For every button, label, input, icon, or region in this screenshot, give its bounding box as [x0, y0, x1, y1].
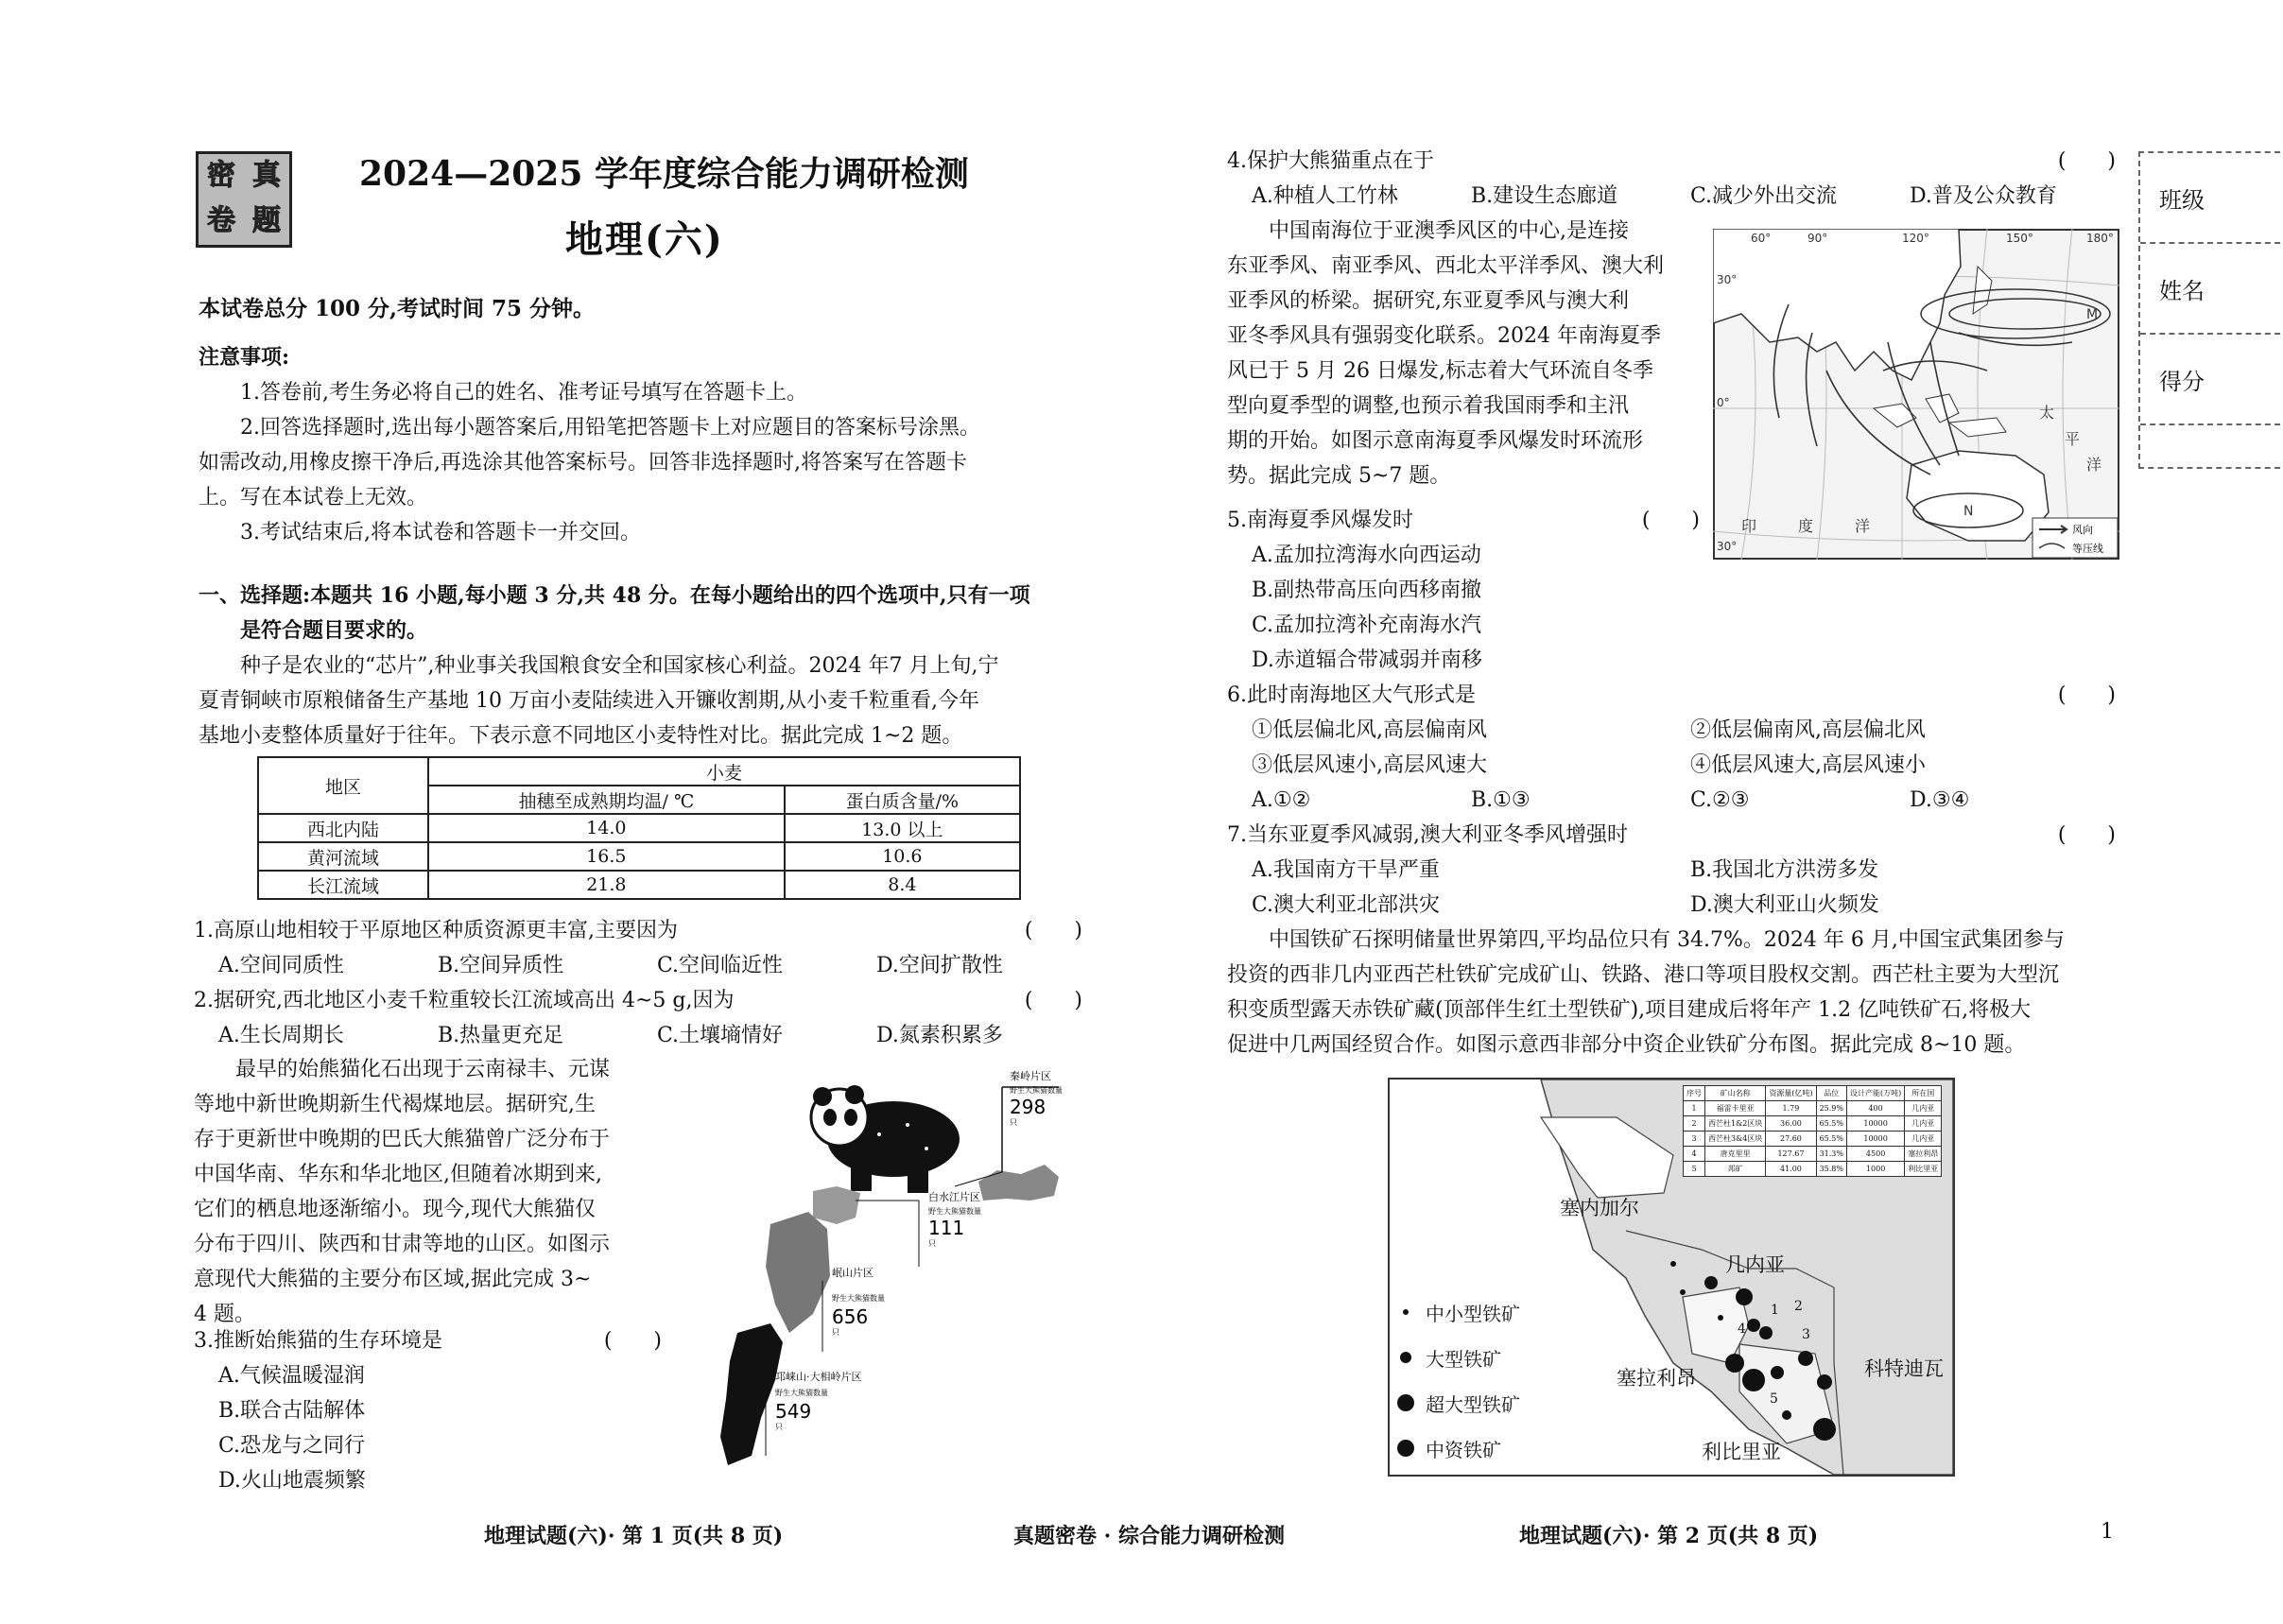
table-cell: 10.6	[785, 842, 1020, 871]
table-cell: 几内亚	[1905, 1101, 1942, 1116]
exam-subtitle: 地理(六)	[565, 217, 724, 262]
footer-right: 地理试题(六)· 第 2 页(共 8 页)	[1519, 1524, 1819, 1548]
passage-line: 势。据此完成 5~7 题。	[1227, 464, 1451, 488]
option-a[interactable]: A.①②	[1252, 788, 1311, 812]
map-legend	[2032, 518, 2118, 558]
table-cell: 35.8%	[1816, 1162, 1846, 1177]
option-c[interactable]: C.空间临近性	[657, 954, 784, 977]
area-unit: 只	[1010, 1118, 1017, 1127]
option-c[interactable]: C.②③	[1690, 788, 1750, 812]
passage-line: 4 题。	[194, 1303, 255, 1326]
question-stem: 4.保护大熊猫重点在于	[1227, 149, 1434, 173]
table-row	[258, 871, 1020, 899]
ore-number: 5	[1770, 1391, 1778, 1407]
passage-line: 中国铁矿石探明储量世界第四,平均品位只有 34.7%。2024 年 6 月,中国宝武集团参与	[1269, 928, 2065, 952]
question-4	[1227, 144, 2116, 214]
table-header: 设计产能(万吨)	[1846, 1086, 1904, 1101]
question-3	[194, 1323, 662, 1498]
area-unit: 只	[928, 1239, 936, 1248]
legend-label: 大型铁矿	[1426, 1347, 1501, 1371]
area-count: 549	[775, 1400, 812, 1423]
ore-dot	[1771, 1366, 1784, 1379]
exam-logo	[196, 151, 292, 248]
table-cell: 黄河流域	[258, 842, 428, 871]
ore-number: 2	[1794, 1299, 1803, 1314]
table-cell: 塞拉利昂	[1905, 1147, 1942, 1162]
table-header: 小麦	[428, 757, 1020, 786]
area-count: 656	[832, 1305, 869, 1328]
ore-dot	[1736, 1288, 1753, 1305]
table-cell: 几内亚	[1905, 1116, 1942, 1132]
ore-dot	[1670, 1261, 1676, 1267]
logo-char: 密	[207, 159, 235, 192]
option-d[interactable]: D.赤道辐合带减弱并南移	[1252, 648, 1482, 672]
statement-item: ①低层偏北风,高层偏南风	[1252, 718, 1487, 742]
answer-paren[interactable]: ( )	[2057, 823, 2116, 847]
table-row	[1684, 1132, 1942, 1147]
option-b[interactable]: B.空间异质性	[438, 954, 564, 977]
passage-line: 等地中新世晚期新生代褐煤地层。据研究,生	[194, 1093, 596, 1116]
lat-label: 0°	[1717, 396, 1730, 409]
table-cell: 唐克里里	[1705, 1147, 1766, 1162]
passage-monsoon	[1227, 214, 1664, 493]
passage-line: 亚冬季风具有强弱变化联系。2024 年南海夏季	[1227, 324, 1661, 348]
table-cell: 13.0 以上	[785, 814, 1020, 842]
note-line: 如需改动,用橡皮擦干净后,再选涂其他答案标号。回答非选择题时,将答案写在答题卡	[199, 451, 967, 475]
notes-title: 注意事项:	[199, 345, 290, 370]
section-line: 是符合题目要求的。	[240, 618, 428, 643]
baishuijiang-area	[813, 1186, 860, 1224]
statement-item: ②低层偏南风,高层偏北风	[1690, 718, 1926, 742]
legend-label: 中资铁矿	[1426, 1438, 1501, 1461]
table-cell: 36.00	[1766, 1116, 1816, 1132]
ore-dot	[1704, 1276, 1718, 1289]
table-header: 矿山名称	[1705, 1086, 1766, 1101]
area-count: 111	[928, 1217, 965, 1239]
ocean-label: 洋	[2086, 456, 2102, 474]
option-d[interactable]: D.空间扩散性	[876, 954, 1003, 977]
option-c[interactable]: C.土壤墒情好	[657, 1024, 784, 1047]
table-row	[1684, 1147, 1942, 1162]
ocean-label: 太	[2039, 404, 2055, 422]
table-cell: 16.5	[428, 842, 785, 871]
answer-paren[interactable]: ( )	[1641, 509, 1700, 532]
ocean-label: 度	[1798, 517, 1814, 535]
table-row	[258, 814, 1020, 842]
option-c[interactable]: C.澳大利亚北部洪灾	[1252, 893, 1441, 917]
option-b[interactable]: B.热量更充足	[438, 1024, 564, 1047]
option-c[interactable]: C.孟加拉湾补充南海水汽	[1252, 613, 1482, 637]
passage-line: 东亚季风、南亚季风、西北太平洋季风、澳大利	[1227, 254, 1665, 278]
qionglai-area	[720, 1323, 783, 1465]
option-d[interactable]: D.火山地震频繁	[218, 1469, 366, 1493]
option-b[interactable]: B.我国北方洪涝多发	[1690, 858, 1879, 882]
lon-label: 60°	[1751, 232, 1772, 245]
panda-distribution-map	[671, 1059, 1125, 1484]
country-label: 科特迪瓦	[1864, 1357, 1944, 1380]
score-field[interactable]: 得分	[2140, 335, 2280, 425]
ore-dot	[1817, 1374, 1832, 1390]
table-cell: 31.3%	[1816, 1147, 1846, 1162]
table-cell: 长江流域	[258, 871, 428, 899]
legend-isobar: 等压线	[2072, 543, 2103, 555]
question-stem: 7.当东亚夏季风减弱,澳大利亚冬季风增强时	[1227, 823, 1628, 847]
table-cell: 14.0	[428, 814, 785, 842]
passage-line: 最早的始熊猫化石出现于云南禄丰、元谋	[235, 1058, 611, 1081]
table-header: 品位	[1816, 1086, 1846, 1101]
option-d[interactable]: D.澳大利亚山火频发	[1690, 893, 1879, 917]
country-label: 塞内加尔	[1560, 1197, 1639, 1219]
passage-line: 分布于四川、陕西和甘肃等地的山区。如图示	[194, 1233, 611, 1256]
table-row	[1684, 1101, 1942, 1116]
table-cell: 西芒杜3&4区块	[1705, 1132, 1766, 1147]
option-b[interactable]: B.①③	[1471, 788, 1531, 812]
logo-char: 真	[252, 159, 281, 192]
section-heading	[199, 579, 1030, 648]
student-info-box	[2138, 151, 2280, 469]
table-header: 地区	[258, 757, 428, 814]
lon-label: 90°	[1807, 232, 1828, 245]
lat-label: 30°	[1717, 540, 1738, 553]
table-header: 抽穗至成熟期均温/ ℃	[428, 786, 785, 814]
area-unit: 只	[775, 1423, 783, 1431]
passage-line: 促进中几两国经贸合作。如图示意西非部分中资企业铁矿分布图。据此完成 8~10 题。	[1227, 1033, 2026, 1057]
passage-line: 积变质型露天赤铁矿藏(顶部伴生红土型铁矿),项目建成后将年产 1.2 亿吨铁矿石,将极大	[1227, 998, 2032, 1022]
footer-left: 地理试题(六)· 第 1 页(共 8 页)	[484, 1524, 784, 1548]
table-cell: 400	[1846, 1101, 1904, 1116]
ore-number: 1	[1771, 1303, 1779, 1318]
option-a[interactable]: A.孟加拉湾海水向西运动	[1252, 544, 1481, 567]
table-cell: 4	[1684, 1147, 1705, 1162]
option-a[interactable]: A.生长周期长	[218, 1024, 344, 1047]
area-name: 秦岭片区	[1010, 1070, 1051, 1082]
note-line: 1.答卷前,考生务必将自己的姓名、准考证号填写在答题卡上。	[240, 381, 807, 405]
xlarge-dot-icon	[1397, 1394, 1414, 1411]
blank-field	[2140, 425, 2280, 467]
question-6	[1227, 678, 2116, 818]
area-name: 白水江片区	[928, 1191, 980, 1203]
passage-line: 风已于 5 月 26 日爆发,标志着大气环流自冬季	[1227, 359, 1653, 383]
passage-panda	[194, 1052, 610, 1332]
passage-line: 亚季风的桥梁。据研究,东亚夏季风与澳大利	[1227, 289, 1629, 313]
option-b[interactable]: B.副热带高压向西移南撤	[1252, 579, 1482, 602]
option-c[interactable]: C.减少外出交流	[1690, 184, 1838, 208]
passage-line: 意现代大熊猫的主要分布区域,据此完成 3~	[194, 1268, 592, 1291]
exam-title: 2024—2025 学年度综合能力调研检测	[359, 154, 969, 194]
table-cell: 21.8	[428, 871, 785, 899]
answer-paren[interactable]: ( )	[1024, 919, 1082, 942]
logo-char: 卷	[207, 204, 235, 237]
option-a[interactable]: A.气候温暖湿润	[218, 1364, 365, 1388]
ore-legend	[1397, 1289, 1520, 1471]
table-cell: 5	[1684, 1162, 1705, 1177]
note-line: 3.考试结束后,将本试卷和答题卡一并交回。	[240, 521, 641, 544]
passage-line: 存于更新世中晚期的巴氏大熊猫曾广泛分布于	[194, 1128, 611, 1151]
option-d[interactable]: D.普及公众教育	[1910, 184, 2057, 208]
question-5	[1227, 503, 1700, 678]
area-unit: 只	[832, 1328, 839, 1337]
lat-label: 30°	[1717, 273, 1738, 286]
table-cell: 利比里亚	[1905, 1162, 1942, 1177]
table-cell: 福雷卡里亚	[1705, 1101, 1766, 1116]
monsoon-circulation-map	[1713, 229, 2119, 560]
question-2	[194, 983, 1082, 1053]
ore-number: 3	[1802, 1327, 1810, 1342]
passage-line: 种子是农业的“芯片”,种业事关我国粮食安全和国家核心利益。2024 年7 月上旬,宁	[240, 654, 999, 678]
large-dot-icon	[1400, 1352, 1411, 1363]
question-7	[1227, 818, 2116, 923]
table-header: 资源量(亿吨)	[1766, 1086, 1816, 1101]
table-cell: 65.5%	[1816, 1132, 1846, 1147]
option-c[interactable]: C.恐龙与之同行	[218, 1434, 366, 1458]
question-stem: 1.高原山地相较于平原地区种质资源更丰富,主要因为	[194, 919, 678, 942]
statement-item: ③低层风速小,高层风速大	[1252, 753, 1487, 777]
answer-paren[interactable]: ( )	[603, 1329, 662, 1353]
table-row	[1684, 1116, 1942, 1132]
country-label: 几内亚	[1725, 1253, 1785, 1276]
table-cell: 8.4	[785, 871, 1020, 899]
area-sub: 野生大熊猫数量	[928, 1207, 981, 1216]
table-cell: 几内亚	[1905, 1132, 1942, 1147]
class-field[interactable]: 班级	[2140, 153, 2280, 244]
answer-paren[interactable]: ( )	[2057, 149, 2116, 173]
table-cell: 西芒杜1&2区块	[1705, 1116, 1766, 1132]
passage-line: 中国南海位于亚澳季风区的中心,是连接	[1269, 219, 1629, 243]
table-header: 蛋白质含量/%	[785, 786, 1020, 814]
legend-wind: 风向	[2072, 524, 2093, 536]
option-d[interactable]: D.③④	[1910, 788, 1970, 812]
legend-label: 超大型铁矿	[1426, 1392, 1520, 1416]
area-count: 298	[1010, 1096, 1046, 1118]
ocean-label: 平	[2065, 430, 2081, 448]
ore-dot	[1782, 1410, 1791, 1420]
table-cell: 10000	[1846, 1132, 1904, 1147]
note-line: 上。写在本试卷上无效。	[199, 486, 428, 510]
statement-item: ④低层风速大,高层风速小	[1690, 753, 1926, 777]
ocean-label: 洋	[1855, 517, 1871, 535]
passage-line: 它们的栖息地逐渐缩小。现今,现代大熊猫仅	[194, 1198, 596, 1221]
page-number: 1	[2101, 1520, 2114, 1544]
name-field[interactable]: 姓名	[2140, 244, 2280, 335]
ore-dot	[1747, 1319, 1760, 1332]
table-cell: 25.9%	[1816, 1101, 1846, 1116]
note-line: 2.回答选择题时,选出每小题答案后,用铅笔把答题卡上对应题目的答案标号涂黑。	[240, 416, 980, 440]
option-b[interactable]: B.联合古陆解体	[218, 1399, 366, 1423]
area-name: 岷山片区	[832, 1267, 873, 1279]
logo-char: 题	[252, 204, 281, 237]
passage-line: 投资的西非几内亚西芒杜铁矿完成矿山、铁路、港口等项目股权交割。西芒杜主要为大型沉	[1227, 963, 2060, 987]
minshan-area	[766, 1212, 830, 1333]
table-cell: 10000	[1846, 1116, 1904, 1132]
ore-dot	[1742, 1369, 1765, 1391]
table-cell: 西北内陆	[258, 814, 428, 842]
ore-dot	[1725, 1354, 1744, 1373]
legend-label: 中小型铁矿	[1426, 1302, 1520, 1325]
passage-iron	[1227, 923, 2065, 1063]
passage-line: 基地小麦整体质量好于往年。下表示意不同地区小麦特性对比。据此完成 1~2 题。	[199, 724, 963, 748]
area-sub: 野生大熊猫数量	[775, 1389, 828, 1397]
table-cell: 2	[1684, 1116, 1705, 1132]
table-cell: 41.00	[1766, 1162, 1816, 1177]
table-row	[258, 842, 1020, 871]
lon-label: 150°	[2006, 232, 2033, 245]
question-stem: 6.此时南海地区大气形式是	[1227, 683, 1476, 707]
option-a[interactable]: A.空间同质性	[218, 954, 344, 977]
footer-center: 真题密卷 · 综合能力调研检测	[1013, 1524, 1285, 1548]
panda-icon	[811, 1085, 960, 1193]
ocean-label: 印	[1741, 517, 1757, 535]
answer-paren[interactable]: ( )	[1024, 989, 1082, 1012]
iron-ore-map	[1388, 1078, 1955, 1477]
question-stem: 5.南海夏季风爆发时	[1227, 509, 1413, 532]
passage-line: 中国华南、华东和华北地区,但随着冰期到来,	[194, 1163, 602, 1186]
ore-dot	[1759, 1326, 1773, 1339]
table-cell: 1000	[1846, 1162, 1904, 1177]
table-cell: 3	[1684, 1132, 1705, 1147]
small-dot-icon	[1403, 1309, 1409, 1315]
country-label: 塞拉利昂	[1617, 1367, 1696, 1390]
area-sub: 野生大熊猫数量	[1010, 1086, 1063, 1095]
answer-paren[interactable]: ( )	[2057, 683, 2116, 707]
passage-line: 期的开始。如图示意南海夏季风爆发时环流形	[1227, 429, 1644, 453]
lon-label: 180°	[2086, 232, 2114, 245]
question-stem: 3.推断始熊猫的生存环境是	[194, 1329, 442, 1353]
table-header: 所在国	[1905, 1086, 1942, 1101]
ore-dot	[1680, 1289, 1686, 1295]
high-pressure-m: M	[2086, 307, 2099, 322]
table-cell: 127.67	[1766, 1147, 1816, 1162]
mine-table	[1683, 1085, 1942, 1177]
notes-block	[199, 375, 1082, 550]
table-cell: 27.60	[1766, 1132, 1816, 1147]
area-name: 邛崃山·大相岭片区	[775, 1371, 862, 1383]
table-header: 序号	[1684, 1086, 1705, 1101]
lon-label: 120°	[1902, 232, 1929, 245]
table-cell: 1	[1684, 1101, 1705, 1116]
section-line: 一、选择题:本题共 16 小题,每小题 3 分,共 48 分。在每小题给出的四个选项中,只有一项	[199, 583, 1030, 608]
question-stem: 2.据研究,西北地区小麦千粒重较长江流域高出 4~5 g,因为	[194, 989, 735, 1012]
option-a[interactable]: A.种植人工竹林	[1252, 184, 1398, 208]
table-cell: 65.5%	[1816, 1116, 1846, 1132]
wheat-table	[257, 756, 1021, 900]
table-cell: 邦矿	[1705, 1162, 1766, 1177]
ore-dot	[1798, 1351, 1813, 1366]
country-label: 利比里亚	[1702, 1441, 1781, 1463]
table-cell: 1.79	[1766, 1101, 1816, 1116]
passage-line: 夏青铜峡市原粮储备生产基地 10 万亩小麦陆续进入开镰收割期,从小麦千粒重看,今年	[199, 689, 979, 713]
passage-line: 型向夏季型的调整,也预示着我国雨季和主汛	[1227, 394, 1629, 418]
ore-dot	[1813, 1418, 1836, 1441]
score-line: 本试卷总分 100 分,考试时间 75 分钟。	[199, 296, 596, 321]
table-row	[1684, 1162, 1942, 1177]
chinese-funded-dot-icon	[1397, 1440, 1414, 1457]
ore-number: 4	[1738, 1322, 1746, 1337]
option-a[interactable]: A.我国南方干旱严重	[1252, 858, 1440, 882]
question-1	[194, 913, 1082, 983]
table-cell: 4500	[1846, 1147, 1904, 1162]
qinling-area	[978, 1165, 1059, 1201]
passage-seeds	[199, 648, 998, 753]
high-pressure-n: N	[1963, 504, 1974, 519]
area-sub: 野生大熊猫数量	[832, 1294, 885, 1303]
option-b[interactable]: B.建设生态廊道	[1471, 184, 1618, 208]
ore-dot	[1718, 1315, 1723, 1321]
option-d[interactable]: D.氮素积累多	[876, 1024, 1003, 1047]
